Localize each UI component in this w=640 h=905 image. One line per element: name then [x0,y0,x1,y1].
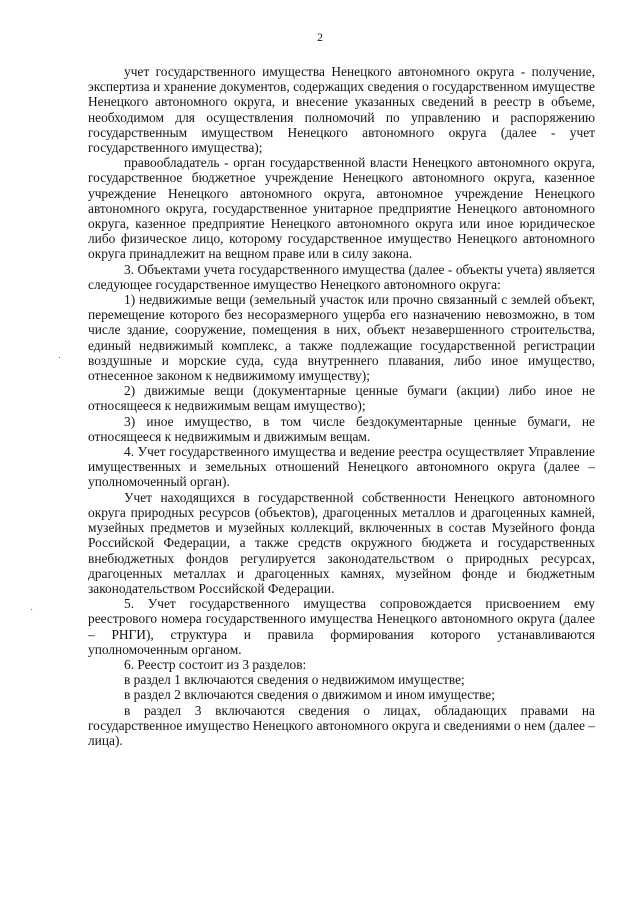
paragraph-section-3: в раздел 3 включаются сведения о лицах, обладающих правами на государственное имущество Ненецкого автономного округа и сведениями о нем (далее – лица). [88,702,595,748]
scan-mark: . [58,350,61,361]
document-body [88,64,595,748]
paragraph-item-6: 6. Реестр состоит из 3 разделов: [124,656,307,672]
paragraph-natural-resources: Учет находящихся в государственной собственности Ненецкого автономного округа природных ресурсов (объектов), драгоценных металлов и драгоценных камней, музейных предметов и музейных коллекций, включенных в состав Музейного фонда Российской Федерации, а также средств окружного бюджета и государственных внебюджетных фондов регулируется законодательством о природных ресурсах, драгоценных металлах и драгоценных камнях, музейном фонде и бюджетным законодательством Российской Федерации. [88,489,595,596]
paragraph-subitem-1: 1) недвижимые вещи (земельный участок или прочно связанный с землей объект, перемещение которого без несоразмерного ущерба его назначению невозможно, в том числе здание, сооружение, помещения в них, объект незавершенного строительства, единый недвижимый комплекс, а также подлежащие государственной регистрации воздушные и морские суда, суда внутреннего плавания, либо иное имущество, отнесенное законом к недвижимому имуществу); [88,292,595,384]
paragraph-section-2: в раздел 2 включаются сведения о движимом и ином имуществе; [124,687,495,703]
paragraph-subitem-3: 3) иное имущество, в том числе бездокументарные ценные бумаги, не относящееся к недвижимым и движимым вещам. [88,413,595,444]
paragraph-item-5: 5. Учет государственного имущества сопровождается присвоением ему реестрового номера государственного имущества Ненецкого автономного округа (далее – РНГИ), структура и правила формирования которого устанавливаются уполномоченным органом. [88,596,595,657]
paragraph-item-4: 4. Учет государственного имущества и ведение реестра осуществляет Управление имущественных и земельных отношений Ненецкого автономного округа (далее – уполномоченный орган). [88,444,595,490]
paragraph-subitem-2: 2) движимые вещи (документарные ценные бумаги (акции) либо иное не относящееся к недвижимым вещам имущество); [88,383,595,414]
scan-mark: · [30,604,34,615]
paragraph-definition-rightholder: правообладатель - орган государственной власти Ненецкого автономного округа, государственное бюджетное учреждение Ненецкого автономного округа, казенное учреждение Ненецкого автономного округа, автономное учреждение Ненецкого автономного округа, государственное унитарное предприятие Ненецкого автономного округа, казенное предприятие Ненецкого автономного округа или иное юридическое либо физическое лицо, которому государственное имущество Ненецкого автономного округа принадлежит на вещном праве или в силу закона. [88,155,595,262]
paragraph-item-3: 3. Объектами учета государственного имущества (далее - объекты учета) является следующее государственное имущество Ненецкого автономного округа: [88,261,595,292]
paragraph-definition-accounting: учет государственного имущества Ненецкого автономного округа - получение, экспертиза и хранение документов, содержащих сведения о государственном имуществе Ненецкого автономного округа, и внесение указанных сведений в реестр в объеме, необходимом для осуществления полномочий по управлению и распоряжению государственным имуществом Ненецкого автономного округа (далее - учет государственного имущества); [88,64,595,156]
paragraph-section-1: в раздел 1 включаются сведения о недвижимом имуществе; [124,672,465,688]
page-number: 2 [317,32,323,44]
